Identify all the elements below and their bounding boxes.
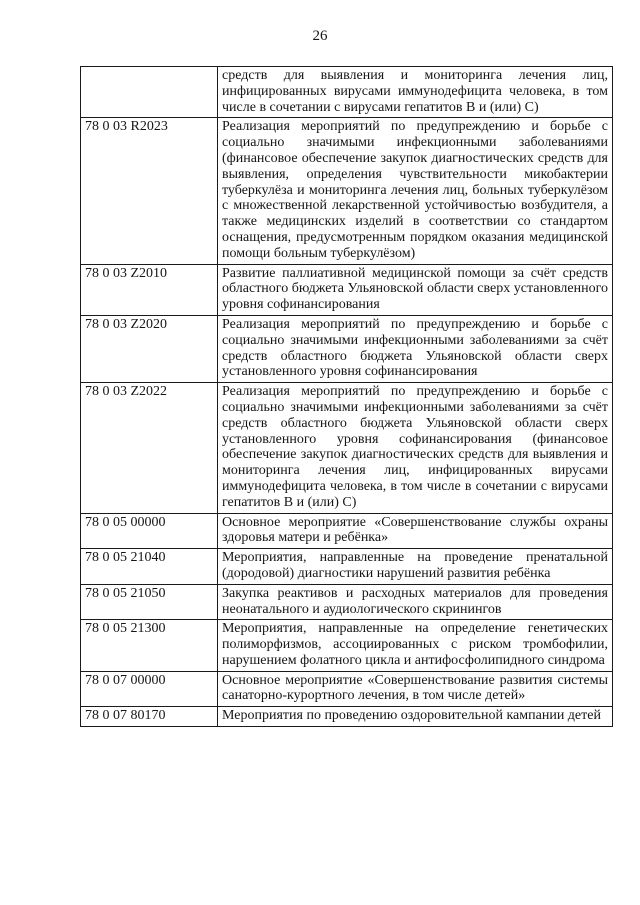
code-cell: 78 0 05 21300	[81, 620, 218, 671]
table-row	[81, 67, 613, 118]
table-row	[81, 264, 613, 315]
code-cell: 78 0 03 Z2010	[81, 264, 218, 315]
page-number: 26	[312, 28, 328, 44]
code-cell: 78 0 07 00000	[81, 671, 218, 707]
code-cell: 78 0 05 21040	[81, 549, 218, 585]
description-cell: Реализация мероприятий по предупреждению и борьбе с социально значимыми инфекционными заболеваниями за счёт средств областного бюджета Ульяновской области сверх установленного уровня софинансирования	[218, 315, 613, 382]
description-cell: Закупка реактивов и расходных материалов для проведения неонатального и аудиологического скринингов	[218, 584, 613, 620]
code-cell: 78 0 03 R2023	[81, 118, 218, 264]
description-cell: Реализация мероприятий по предупреждению и борьбе с социально значимыми инфекционными заболеваниями за счёт средств областного бюджета Ульяновской области сверх установленного уровня софинансирования (финансовое обеспечение закупок диагностических средств для выявления и мониторинга лечения лиц, инфицированных вирусами иммунодефицита человека, в том числе в сочетании с вирусами гепатитов В и (или) С)	[218, 383, 613, 513]
table-row	[81, 315, 613, 382]
code-cell: 78 0 05 21050	[81, 584, 218, 620]
description-cell: Реализация мероприятий по предупреждению и борьбе с социально значимыми инфекционными заболеваниями (финансовое обеспечение закупок диагностических средств для выявления, определения чувствительности микобактерии туберкулёза и мониторинга лечения лиц, больных туберкулёзом с множественной лекарственной устойчивостью возбудителя, а также медицинских изделий в соответствии со стандартом оснащения, предусмотренным порядком оказания медицинской помощи больным туберкулёзом)	[218, 118, 613, 264]
description-cell: Развитие паллиативной медицинской помощи за счёт средств областного бюджета Ульяновской области сверх установленного уровня софинансирования	[218, 264, 613, 315]
description-cell: Основное мероприятие «Совершенствование развития системы санаторно-курортного лечения, в том числе детей»	[218, 671, 613, 707]
description-cell: Мероприятия, направленные на определение генетических полиморфизмов, ассоциированных с риском тромбофилии, нарушением фолатного цикла и антифосфолипидного синдрома	[218, 620, 613, 671]
table-row	[81, 584, 613, 620]
table-row	[81, 707, 613, 727]
code-cell: 78 0 03 Z2020	[81, 315, 218, 382]
code-cell: 78 0 03 Z2022	[81, 383, 218, 513]
code-cell: 78 0 05 00000	[81, 513, 218, 549]
description-cell: средств для выявления и мониторинга лечения лиц, инфицированных вирусами иммунодефицита человека, в том числе в сочетании с вирусами гепатитов В и (или) С)	[218, 67, 613, 118]
code-cell: 78 0 07 80170	[81, 707, 218, 727]
description-cell: Мероприятия по проведению оздоровительной кампании детей	[218, 707, 613, 727]
code-cell	[81, 67, 218, 118]
budget-classification-table	[80, 66, 613, 727]
description-cell: Мероприятия, направленные на проведение пренатальной (дородовой) диагностики нарушений развития ребёнка	[218, 549, 613, 585]
table-row	[81, 118, 613, 264]
table-row	[81, 620, 613, 671]
table-row	[81, 549, 613, 585]
description-cell: Основное мероприятие «Совершенствование службы охраны здоровья матери и ребёнка»	[218, 513, 613, 549]
table-row	[81, 383, 613, 513]
table-row	[81, 671, 613, 707]
table-row	[81, 513, 613, 549]
